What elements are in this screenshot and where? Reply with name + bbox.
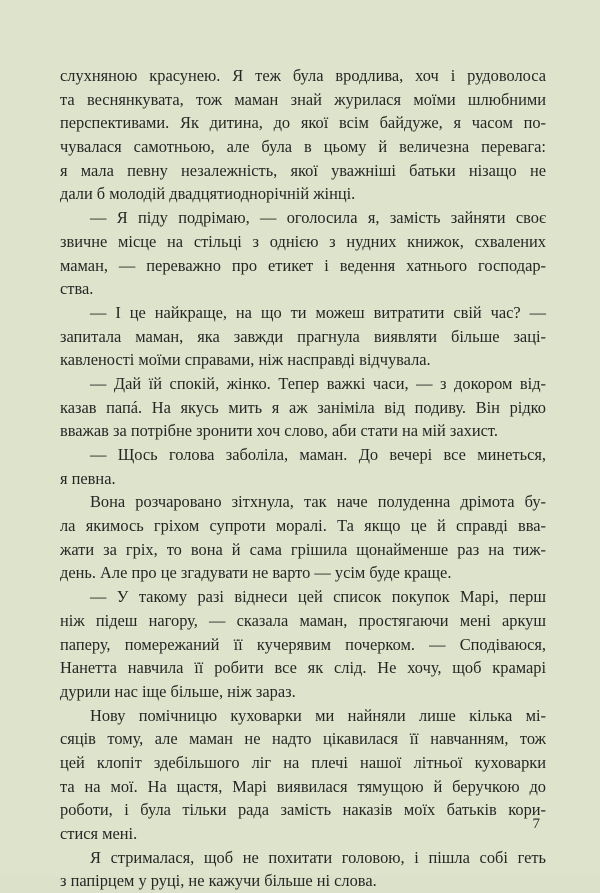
text-line: кавленості моїми справами, ніж насправді відчувала.: [60, 350, 431, 370]
text-line: ла якимось гріхом супроти моралі. Та якщо це й справді вва-: [60, 516, 546, 536]
text-line: жати за гріх, то вона й сама грішила щонайменше раз на тиж-: [60, 539, 546, 559]
text-line: та веснянкувата, тож маман знай журилася моїми шлюбними: [60, 89, 546, 109]
text-line: ства.: [60, 279, 94, 299]
text-line: Нову помічницю куховарки ми найняли лише кілька мі-: [90, 705, 546, 725]
text-line: сяців тому, але маман не надто цікавилася її навчанням, тож: [60, 729, 546, 749]
text-line: роботи, і була тільки рада замість наказів моїх батьків кори-: [60, 800, 546, 820]
text-line: чувалася самотньою, але була в цьому й величезна перевага:: [60, 137, 546, 157]
text-line: слухняною красунею. Я теж була вродлива, хоч і рудоволоса: [60, 66, 546, 85]
body-text: [60, 64, 546, 893]
text-line: я певна.: [60, 468, 116, 488]
text-line: паперу, помережаний її кучерявим почерком. — Сподіваюся,: [60, 634, 546, 654]
text-line: — Щось голова заболіла, маман. До вечері все минеться,: [90, 445, 546, 464]
text-line: звичне місце на стільці з однією з нудних книжок, схвалених: [60, 231, 546, 251]
text-line: маман, — переважно про етикет і ведення хатнього господар-: [60, 255, 546, 275]
text-line: та на мої. На щастя, Марі виявилася тямущою й беручкою до: [60, 776, 546, 796]
page-number: 7: [532, 816, 540, 832]
text-line: перспективами. Як дитина, до якої всім байдуже, я часом по-: [60, 113, 546, 133]
text-line: казав папá. На якусь мить я аж заніміла від подиву. Він рідко: [60, 397, 546, 417]
text-line: — Дай їй спокій, жінко. Тепер важкі часи, — з докором від-: [90, 373, 546, 393]
text-line: стися мені.: [60, 824, 138, 843]
text-line: запитала маман, яка завжди прагнула виявляти більше заці-: [60, 326, 546, 346]
text-line: — У такому разі віднеси цей список покупок Марі, перш: [90, 587, 546, 607]
text-line: Я стрималася, щоб не похитати головою, і пішла собі геть: [90, 847, 546, 867]
text-line: — Я піду подрімаю, — оголосила я, замість зайняти своє: [90, 208, 546, 228]
text-line: Вона розчаровано зітхнула, так наче полуденна дрімота бу-: [90, 492, 546, 512]
text-line: вважав за потрібне зронити хоч слово, аби стати на мій захист.: [60, 421, 498, 441]
text-line: Нанетта навчила її робити все як слід. Не хочу, щоб крамарі: [60, 658, 546, 678]
text-line: — І це найкраще, на що ти можеш витратити свій час? —: [90, 302, 546, 322]
text-line: дали б молодій двадцятиоднорічній жінці.: [60, 184, 356, 204]
text-line: ніж підеш нагору, — сказала маман, простягаючи мені аркуш: [60, 610, 546, 630]
text-line: дурили нас іще більше, ніж зараз.: [60, 681, 296, 701]
text-line: цей клопіт здебільшого ліг на плечі нашої літньої куховарки: [60, 752, 546, 772]
text-line: я мала певну незалежність, якої уважніші батьки нізащо не: [60, 160, 546, 180]
text-line: з папірцем у руці, не кажучи більше ні слова.: [60, 871, 377, 891]
text-line: день. Але про це згадувати не варто — усім буде краще.: [60, 563, 452, 583]
